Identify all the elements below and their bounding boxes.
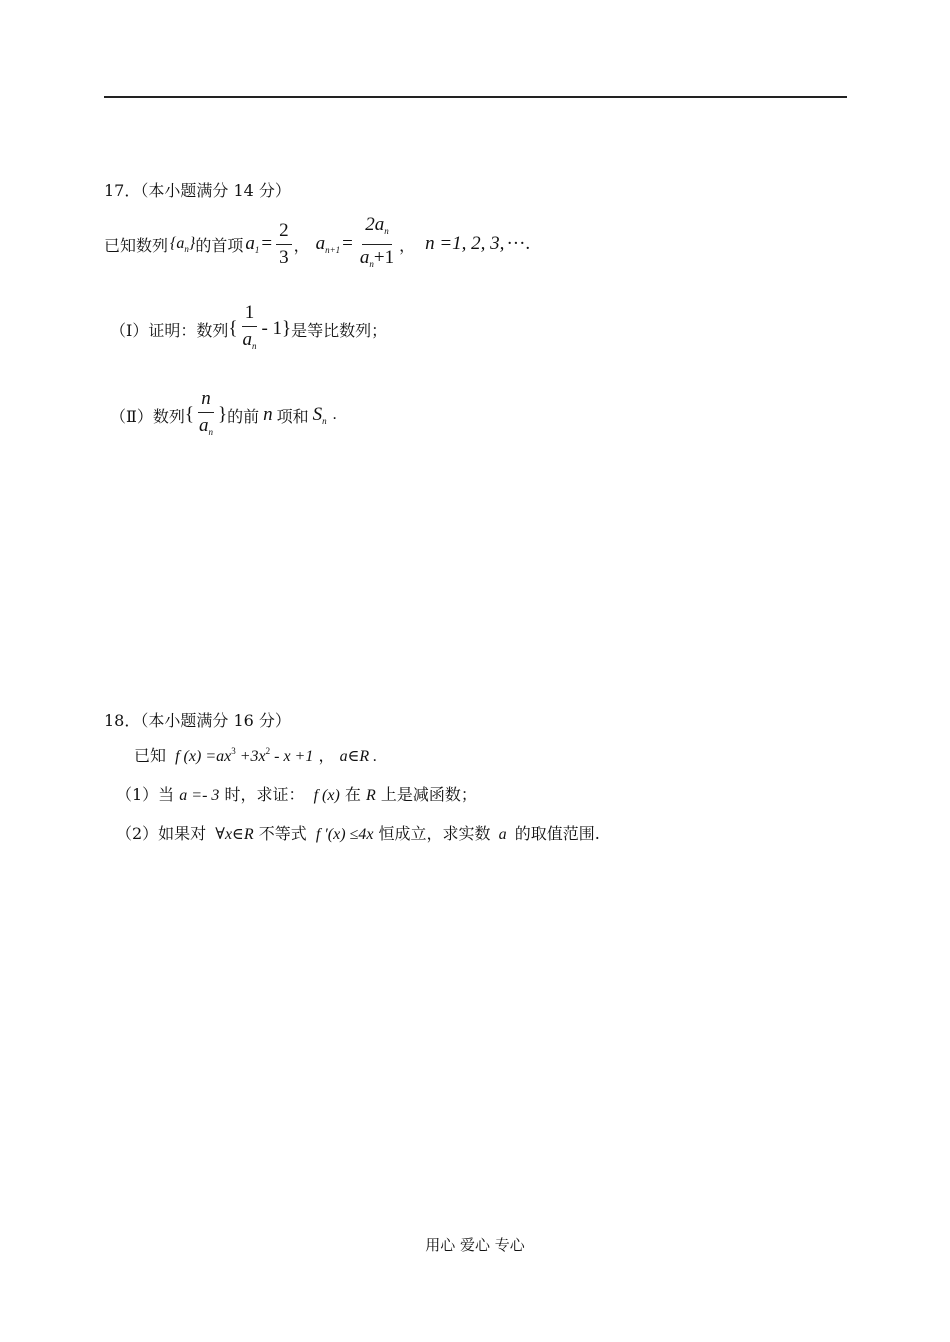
q17-eq: = xyxy=(261,233,273,254)
q17-part1-label: （Ⅰ）证明：数列 xyxy=(110,320,229,340)
q17-part2-den: a xyxy=(199,414,209,436)
q17-part1 xyxy=(110,298,387,360)
q18-plus3x: +3x xyxy=(235,748,266,765)
top-rule xyxy=(104,96,847,98)
q17-n-range: n =1, 2, 3, xyxy=(425,233,505,254)
q17-part1-num: 1 xyxy=(242,302,258,327)
q17-seq-an: {a xyxy=(170,234,185,252)
q17-part2-fraction xyxy=(196,388,216,443)
q18-given-text: 已知 xyxy=(134,746,167,765)
q17-given-prefix: 已知数列 xyxy=(104,235,169,255)
q17-a1: a xyxy=(245,233,255,254)
q17-seq-close: } xyxy=(188,234,196,252)
q17-part2-open: { xyxy=(184,404,195,425)
q18-p1-f: f (x) xyxy=(313,787,340,804)
q18-fx: f (x) =ax xyxy=(175,748,232,765)
q18-p1-end: 上是减函数； xyxy=(380,785,477,804)
q18-p1-a: a =- 3 xyxy=(179,787,220,804)
q17-rec-den-tail: +1 xyxy=(373,246,395,268)
q18-exp2: 2 xyxy=(265,746,271,756)
q17-part2-S: S xyxy=(312,404,323,425)
q18-exp3: 3 xyxy=(231,746,236,756)
page-footer: 用心 爱心 专心 xyxy=(425,1236,525,1254)
q17-part1-den-sub: n xyxy=(251,340,257,351)
q18-p1-R: R xyxy=(366,787,376,804)
q18-comma: ， xyxy=(318,746,335,765)
q17-a1-sub: 1 xyxy=(254,245,260,255)
q17-rec-num: 2a xyxy=(365,213,385,235)
q18-p2-hold: 恒成立，求实数 xyxy=(378,824,491,843)
q17-part2-num: n xyxy=(198,388,214,413)
q17-recurrence-fraction xyxy=(357,214,397,275)
q17-header: 17．（本小题满分 14 分） xyxy=(104,181,291,200)
q17-rec-lhs: a xyxy=(315,233,326,254)
q17-part2 xyxy=(110,384,337,446)
q18-part2 xyxy=(116,821,600,844)
q17-first-term-text: 的首项 xyxy=(195,235,244,255)
q18-p2-a: a xyxy=(498,826,507,843)
q18-p2-label: （2）如果对 xyxy=(116,824,207,843)
q17-rec-den: a xyxy=(359,246,370,268)
q18-part1 xyxy=(116,782,477,805)
q17-part1-den: a xyxy=(242,328,252,350)
q17-part2-label: （Ⅱ）数列 xyxy=(110,406,185,426)
q17-part1-tail: - 1} xyxy=(261,318,292,339)
q17-part2-mid: 的前 xyxy=(227,406,260,426)
q17-comma-2: ， xyxy=(399,235,416,255)
q17-part2-sum-text: 项和 xyxy=(276,406,309,426)
q18-p2-forall: ∀x∈R xyxy=(215,826,254,843)
q18-p1-mid: 时，求证： xyxy=(224,785,305,804)
q17-a1-den: 3 xyxy=(279,246,289,268)
q17-part1-fraction xyxy=(239,302,259,357)
q18-p1-in: 在 xyxy=(344,785,361,804)
q17-part2-den-sub: n xyxy=(208,426,214,437)
q18-rest: - x +1 xyxy=(270,748,314,765)
q17-part2-end: . xyxy=(332,406,337,423)
q17-eq-2: = xyxy=(342,233,353,254)
q18-p2-fprime: f ′(x) ≤4x xyxy=(315,826,374,843)
q17-part1-open: { xyxy=(228,318,238,339)
q18-given xyxy=(134,743,377,766)
q17-part1-suffix: 是等比数列； xyxy=(291,320,388,340)
q17-rec-num-sub: n xyxy=(384,225,389,236)
q17-rec-den-sub: n xyxy=(369,258,374,269)
q17-part2-close: } xyxy=(218,404,228,425)
q18-p1-label: （1）当 xyxy=(116,785,175,804)
q17-a1-num: 2 xyxy=(276,220,292,245)
q17-part2-n: n xyxy=(263,404,273,425)
q17-comma-1: ， xyxy=(293,235,310,255)
q17-part2-S-sub: n xyxy=(322,416,327,426)
q18-p2-end: 的取值范围. xyxy=(514,824,600,843)
q17-a1-fraction xyxy=(276,220,292,269)
q17-seq-sub: n xyxy=(184,243,189,254)
q17-given xyxy=(104,214,530,274)
q18-p2-ineq-text: 不等式 xyxy=(258,824,307,843)
q17-rec-lhs-sub: n+1 xyxy=(325,245,341,255)
q18-a-in-R: a∈R . xyxy=(339,748,378,765)
q17-n-range-tail: ···. xyxy=(506,233,531,254)
q18-header: 18．（本小题满分 16 分） xyxy=(104,711,291,730)
